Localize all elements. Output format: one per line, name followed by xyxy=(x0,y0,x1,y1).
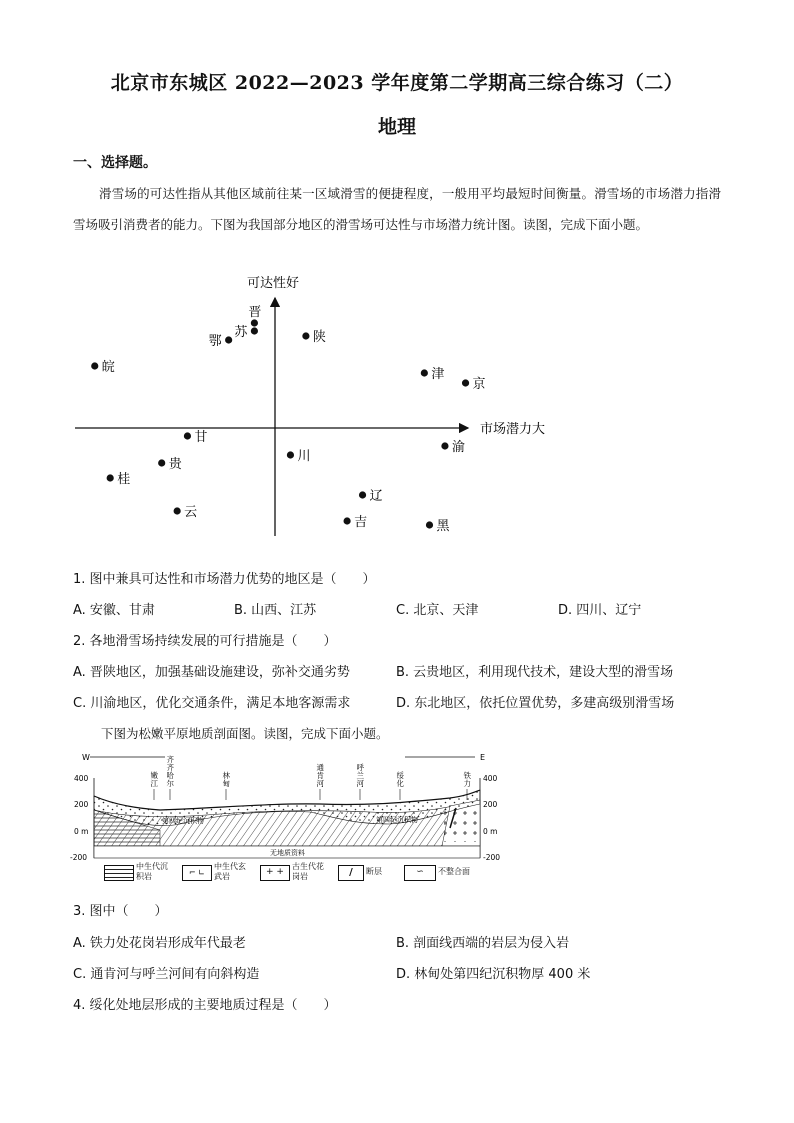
left-tick-neg200: -200 xyxy=(70,853,88,862)
q2-option-c[interactable]: C. 川渝地区，优化交通条件，满足本地客源需求 xyxy=(73,696,351,711)
scatter-label-4: 皖 xyxy=(101,360,115,375)
no-data-label: 无地质资料 xyxy=(270,849,305,857)
scatter-label-0: 晋 xyxy=(248,305,262,320)
q3-option-b[interactable]: B. 剖面线西端的岩层为侵入岩 xyxy=(396,936,570,951)
q3-option-d[interactable]: D. 林甸处第四纪沉积物厚 400 米 xyxy=(396,967,591,982)
place-label-6: 铁力 xyxy=(463,771,471,788)
q1-option-b[interactable]: B. 山西、江苏 xyxy=(234,603,317,618)
q2-option-a[interactable]: A. 晋陕地区，加强基础设施建设，弥补交通劣势 xyxy=(73,665,350,680)
q1-option-d[interactable]: D. 四川、辽宁 xyxy=(558,603,642,618)
scatter-point-7 xyxy=(184,432,191,439)
right-tick-0: 0 m xyxy=(483,827,498,836)
place-label-3: 通肯河 xyxy=(316,763,324,788)
scatter-label-12: 辽 xyxy=(369,489,383,504)
scatter-chart xyxy=(60,268,560,538)
scatter-label-1: 苏 xyxy=(234,325,248,340)
right-tick-200: 200 xyxy=(483,800,498,809)
scatter-point-2 xyxy=(225,336,232,343)
legend-swatch-sedimentary xyxy=(104,865,134,881)
scatter-point-13 xyxy=(174,507,181,514)
scatter-point-14 xyxy=(344,517,351,524)
scatter-label-8: 渝 xyxy=(451,440,465,455)
scatter-point-9 xyxy=(287,451,294,458)
scatter-point-10 xyxy=(158,459,165,466)
scatter-point-12 xyxy=(359,491,366,498)
place-label-5: 绥化 xyxy=(396,771,404,788)
scatter-point-15 xyxy=(426,521,433,528)
right-tick-neg200: -200 xyxy=(483,853,501,862)
question-1: 1. 图中兼具可达性和市场潜力优势的地区是（ ） xyxy=(73,572,376,587)
y-axis-label: 可达性好 xyxy=(247,276,300,291)
legend-label-granite: 古生代花岗岩 xyxy=(292,862,324,881)
scatter-label-5: 津 xyxy=(431,367,445,382)
scatter-point-0 xyxy=(251,319,258,326)
scatter-point-8 xyxy=(441,442,448,449)
scatter-point-5 xyxy=(421,369,428,376)
page-title: 北京市东城区 2022—2023 学年度第二学期高三综合练习（二） xyxy=(110,72,684,94)
legend-swatch-basalt: ⌐ ∟ xyxy=(182,865,212,881)
place-label-4: 呼兰河 xyxy=(356,763,364,788)
left-tick-400: 400 xyxy=(74,774,89,783)
scatter-label-13: 云 xyxy=(184,505,198,520)
left-tick-0: 0 m xyxy=(74,827,89,836)
scatter-label-9: 川 xyxy=(297,449,311,464)
place-label-2: 林甸 xyxy=(222,771,230,788)
place-label-1: 齐齐哈尔 xyxy=(166,755,174,788)
east-label: E xyxy=(480,753,486,762)
legend-label-fault: 断层 xyxy=(366,867,382,876)
legend-swatch-granite: + + xyxy=(260,865,290,881)
scatter-point-3 xyxy=(302,332,309,339)
quaternary-label-right: 第四纪沉积物 xyxy=(376,816,418,824)
quaternary-label-left: 第四纪沉积物 xyxy=(162,817,204,825)
scatter-label-6: 京 xyxy=(472,377,486,392)
question-2: 2. 各地滑雪场持续发展的可行措施是（ ） xyxy=(73,634,337,649)
page-subtitle: 地理 xyxy=(377,116,416,138)
section-title: 一、选择题。 xyxy=(73,155,157,171)
legend-label-basalt: 中生代玄武岩 xyxy=(214,862,246,881)
scatter-label-7: 甘 xyxy=(194,430,208,445)
scatter-label-11: 桂 xyxy=(117,472,131,487)
x-axis-label: 市场潜力大 xyxy=(480,422,546,437)
scatter-label-2: 鄂 xyxy=(208,334,222,349)
section-lead: 下图为松嫩平原地质剖面图。读图，完成下面小题。 xyxy=(101,726,389,741)
scatter-label-14: 吉 xyxy=(354,515,368,530)
scatter-label-15: 黑 xyxy=(436,519,450,534)
profile-legend xyxy=(104,862,484,884)
q3-option-a[interactable]: A. 铁力处花岗岩形成年代最老 xyxy=(73,936,246,951)
scatter-point-6 xyxy=(462,379,469,386)
place-label-0: 嫩江 xyxy=(150,771,158,788)
q1-option-a[interactable]: A. 安徽、甘肃 xyxy=(73,603,155,618)
scatter-point-11 xyxy=(107,474,114,481)
legend-label-unconformity: 不整合面 xyxy=(438,867,470,876)
legend-label-sedimentary: 中生代沉积岩 xyxy=(136,862,168,881)
scatter-point-1 xyxy=(251,327,258,334)
q3-option-c[interactable]: C. 通肯河与呼兰河间有向斜构造 xyxy=(73,967,260,982)
question-3: 3. 图中（ ） xyxy=(73,904,168,919)
intro-paragraph: 滑雪场的可达性指从其他区域前往某一区域滑雪的便捷程度，一般用平均最短时间衡量。滑雪场的市场潜力指滑雪场吸引消费者的能力。下图为我国部分地区的滑雪场可达性与市场潜力统计图。读图，完成下面小题。 xyxy=(73,186,721,232)
scatter-label-10: 贵 xyxy=(168,457,182,472)
question-4: 4. 绥化处地层形成的主要地质过程是（ ） xyxy=(73,998,337,1013)
west-label: W xyxy=(82,753,90,762)
legend-swatch-unconformity: ∽ xyxy=(404,865,436,881)
right-tick-400: 400 xyxy=(483,774,498,783)
q2-option-b[interactable]: B. 云贵地区，利用现代技术，建设大型的滑雪场 xyxy=(396,665,674,680)
q2-option-d[interactable]: D. 东北地区，依托位置优势，多建高级别滑雪场 xyxy=(396,696,675,711)
legend-swatch-fault: / xyxy=(338,865,364,881)
q1-option-c[interactable]: C. 北京、天津 xyxy=(396,603,479,618)
left-tick-200: 200 xyxy=(74,800,89,809)
scatter-label-3: 陕 xyxy=(312,330,326,345)
scatter-point-4 xyxy=(91,362,98,369)
